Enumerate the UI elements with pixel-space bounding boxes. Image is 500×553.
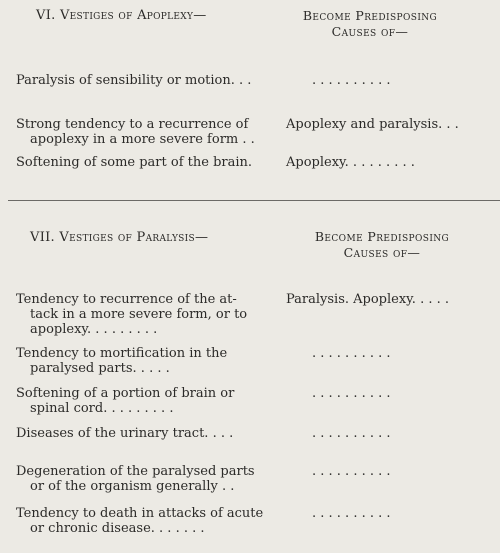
row-text-cont: apoplexy in a more severe form . . — [30, 132, 255, 147]
row-text: Softening of some part of the brain. — [16, 155, 253, 170]
section-divider — [8, 200, 500, 201]
section7-row-6-left — [16, 506, 263, 536]
row-text-cont: paralysed parts. . . . . — [30, 361, 170, 376]
section7-row-5-left — [16, 464, 255, 494]
row-text: Tendency to mortification in the — [16, 346, 228, 361]
row-text: Tendency to recurrence of the at- — [16, 292, 237, 307]
section7-row-2-left — [16, 346, 227, 376]
section6-column-heading — [270, 8, 470, 40]
row-text-cont: spinal cord. . . . . . . . . — [30, 401, 174, 416]
row-text: Softening of a portion of brain or — [16, 386, 235, 401]
row-text-cont: apoplexy. . . . . . . . . — [30, 322, 158, 337]
section7-heading: VII. Vestiges of Paralysis— — [30, 230, 209, 245]
section6-heading: VI. Vestiges of Apoplexy— — [36, 8, 207, 23]
row-text: Tendency to death in attacks of acute — [16, 506, 264, 521]
section7-column-heading — [282, 229, 482, 261]
section7-row-1-left — [16, 292, 247, 337]
row-text: Diseases of the urinary tract. . . . — [16, 426, 234, 441]
section6-column-heading-line2: Causes of— — [331, 24, 409, 39]
section7-row-4-left — [16, 426, 233, 441]
row-text: Paralysis of sensibility or motion. . . — [16, 73, 252, 88]
section6-row-3-left — [16, 155, 252, 170]
section7-row-3-left — [16, 386, 234, 416]
section6-row-2-right: Apoplexy and paralysis. . . — [286, 117, 459, 132]
row-text: Strong tendency to a recurrence of — [16, 117, 249, 132]
section7-row-5-right: . . . . . . . . . . — [312, 464, 391, 479]
section6-row-3-right: Apoplexy. . . . . . . . . — [286, 155, 415, 170]
row-text-cont: or of the organism generally . . — [30, 479, 235, 494]
section7-row-3-right: . . . . . . . . . . — [312, 386, 391, 401]
section6-row-1-left — [16, 73, 251, 88]
section7-row-1-right: Paralysis. Apoplexy. . . . . — [286, 292, 449, 307]
section7-column-heading-line2: Causes of— — [343, 245, 421, 260]
section6-column-heading-line1: Become Predisposing — [302, 8, 438, 23]
row-text-cont: or chronic disease. . . . . . . — [30, 521, 205, 536]
section7-row-2-right: . . . . . . . . . . — [312, 346, 391, 361]
row-text: Degeneration of the paralysed parts — [16, 464, 255, 479]
section7-row-4-right: . . . . . . . . . . — [312, 426, 391, 441]
section7-row-6-right: . . . . . . . . . . — [312, 506, 391, 521]
section6-row-2-left — [16, 117, 255, 147]
row-text-cont: tack in a more severe form, or to — [30, 307, 248, 322]
section7-column-heading-line1: Become Predisposing — [314, 229, 450, 244]
section6-row-1-right: . . . . . . . . . . — [312, 73, 391, 88]
